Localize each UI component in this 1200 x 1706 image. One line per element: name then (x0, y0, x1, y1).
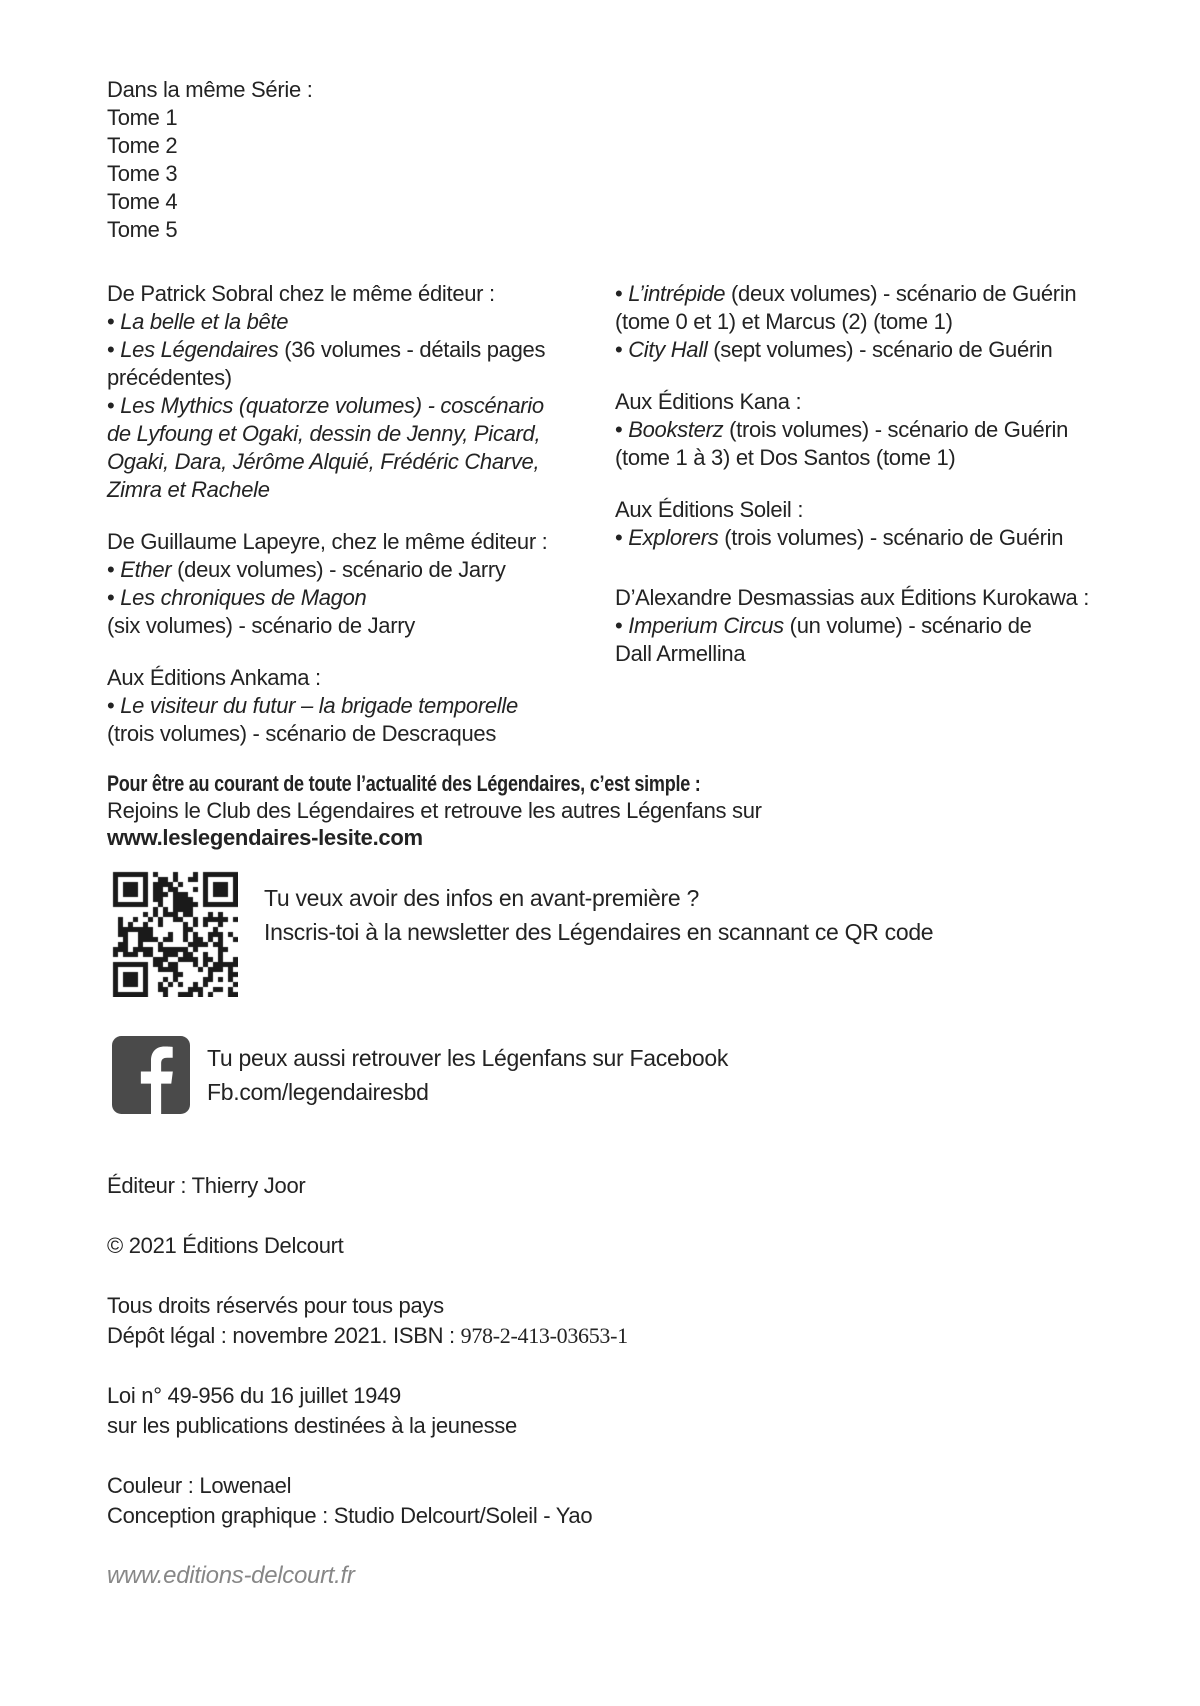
text-line: précédentes) (107, 365, 232, 390)
text-block (107, 664, 615, 748)
editor-block (107, 1171, 1140, 1201)
facebook-icon (112, 1035, 190, 1115)
text-line: • Les Légendaires (36 volumes - détails pages (107, 337, 546, 362)
text-line: • Ether (deux volumes) - scénario de Jarry (107, 557, 506, 582)
text-block (107, 528, 615, 640)
list-item: Tome 4 (107, 189, 178, 214)
text-line: • City Hall (sept volumes) - scénario de Guérin (615, 337, 1053, 362)
text-line: De Patrick Sobral chez le même éditeur : (107, 281, 495, 306)
club-headline: Pour être au courant de toute l’actualité des Légendaires, c’est simple : (107, 771, 701, 796)
rights-line: Tous droits réservés pour tous pays (107, 1293, 444, 1318)
list-item: Tome 3 (107, 161, 178, 186)
list-item: Tome 1 (107, 105, 178, 130)
text-line: • Les chroniques de Magon (107, 585, 367, 610)
text-block (615, 388, 1140, 472)
text-line: Ogaki, Dara, Jérôme Alquié, Frédéric Charve, (107, 449, 540, 474)
text-block (107, 280, 615, 504)
text-line: Zimra et Rachele (107, 477, 270, 502)
text-line: de Lyfoung et Ogaki, dessin de Jenny, Picard, (107, 421, 541, 446)
qr-section (107, 871, 1140, 997)
text-line: (tome 1 à 3) et Dos Santos (tome 1) (615, 445, 956, 470)
qr-caption-line-2: Inscris-toi à la newsletter des Légendaires en scannant ce QR code (264, 919, 934, 945)
text-line: (six volumes) - scénario de Jarry (107, 613, 415, 638)
left-column (107, 280, 615, 748)
rights-block (107, 1291, 1140, 1351)
qr-code-icon (112, 871, 238, 997)
text-line: • Explorers (trois volumes) - scénario de Guérin (615, 525, 1064, 550)
text-line: (trois volumes) - scénario de Descraques (107, 721, 497, 746)
text-line: • Booksterz (trois volumes) - scénario de Guérin (615, 417, 1069, 442)
credits-block (107, 1471, 1140, 1531)
law-block (107, 1381, 1140, 1441)
text-line: D’Alexandre Desmassias aux Éditions Kurokawa : (615, 585, 1090, 610)
right-column (615, 280, 1140, 748)
law-line-1: Loi n° 49-956 du 16 juillet 1949 (107, 1383, 401, 1408)
editor-credit: Éditeur : Thierry Joor (107, 1173, 306, 1198)
facebook-caption-line-2: Fb.com/legendairesbd (207, 1079, 429, 1105)
club-website-url: www.leslegendaires-lesite.com (107, 825, 423, 850)
qr-caption-line-1: Tu veux avoir des infos en avant-première ? (264, 885, 699, 911)
text-block (615, 280, 1140, 364)
text-line: • L’intrépide (deux volumes) - scénario de Guérin (615, 281, 1077, 306)
text-block (615, 496, 1140, 552)
copyright-block (107, 1231, 1140, 1261)
imprint-section (107, 1171, 1140, 1591)
text-block (615, 584, 1140, 668)
text-line: • La belle et la bête (107, 309, 289, 334)
text-line: Aux Éditions Ankama : (107, 665, 321, 690)
isbn-number: 978-2-413-03653-1 (460, 1323, 628, 1348)
publisher-website: www.editions-delcourt.fr (107, 1562, 355, 1589)
text-line: • Le visiteur du futur – la brigade temporelle (107, 693, 518, 718)
copyright-line: © 2021 Éditions Delcourt (107, 1233, 344, 1258)
list-item: Tome 5 (107, 217, 178, 242)
legal-deposit-line (107, 1321, 1140, 1351)
text-line: Aux Éditions Soleil : (615, 497, 804, 522)
law-line-2: sur les publications destinées à la jeunesse (107, 1413, 517, 1438)
facebook-caption (207, 1041, 728, 1109)
list-item: Tome 2 (107, 133, 178, 158)
series-header: Dans la même Série : (107, 77, 313, 102)
text-line: Dall Armellina (615, 641, 746, 666)
tome-list (107, 104, 1140, 244)
facebook-section (107, 1035, 1140, 1115)
text-line: (tome 0 et 1) et Marcus (2) (tome 1) (615, 309, 953, 334)
club-section (107, 770, 1140, 851)
text-line: Aux Éditions Kana : (615, 389, 802, 414)
text-line: De Guillaume Lapeyre, chez le même éditeur : (107, 529, 548, 554)
series-section (107, 76, 1140, 244)
text-line: • Imperium Circus (un volume) - scénario de (615, 613, 1032, 638)
design-credit: Conception graphique : Studio Delcourt/Soleil - Yao (107, 1503, 593, 1528)
color-credit: Couleur : Lowenael (107, 1473, 292, 1498)
legal-deposit-prefix: Dépôt légal : novembre 2021. ISBN : (107, 1323, 461, 1348)
qr-caption (264, 871, 933, 997)
text-line: • Les Mythics (quatorze volumes) - coscénario (107, 393, 544, 418)
facebook-caption-line-1: Tu peux aussi retrouver les Légenfans sur Facebook (207, 1045, 729, 1071)
club-text: Rejoins le Club des Légendaires et retrouve les autres Légenfans sur (107, 798, 762, 823)
bibliography-columns (107, 280, 1140, 748)
